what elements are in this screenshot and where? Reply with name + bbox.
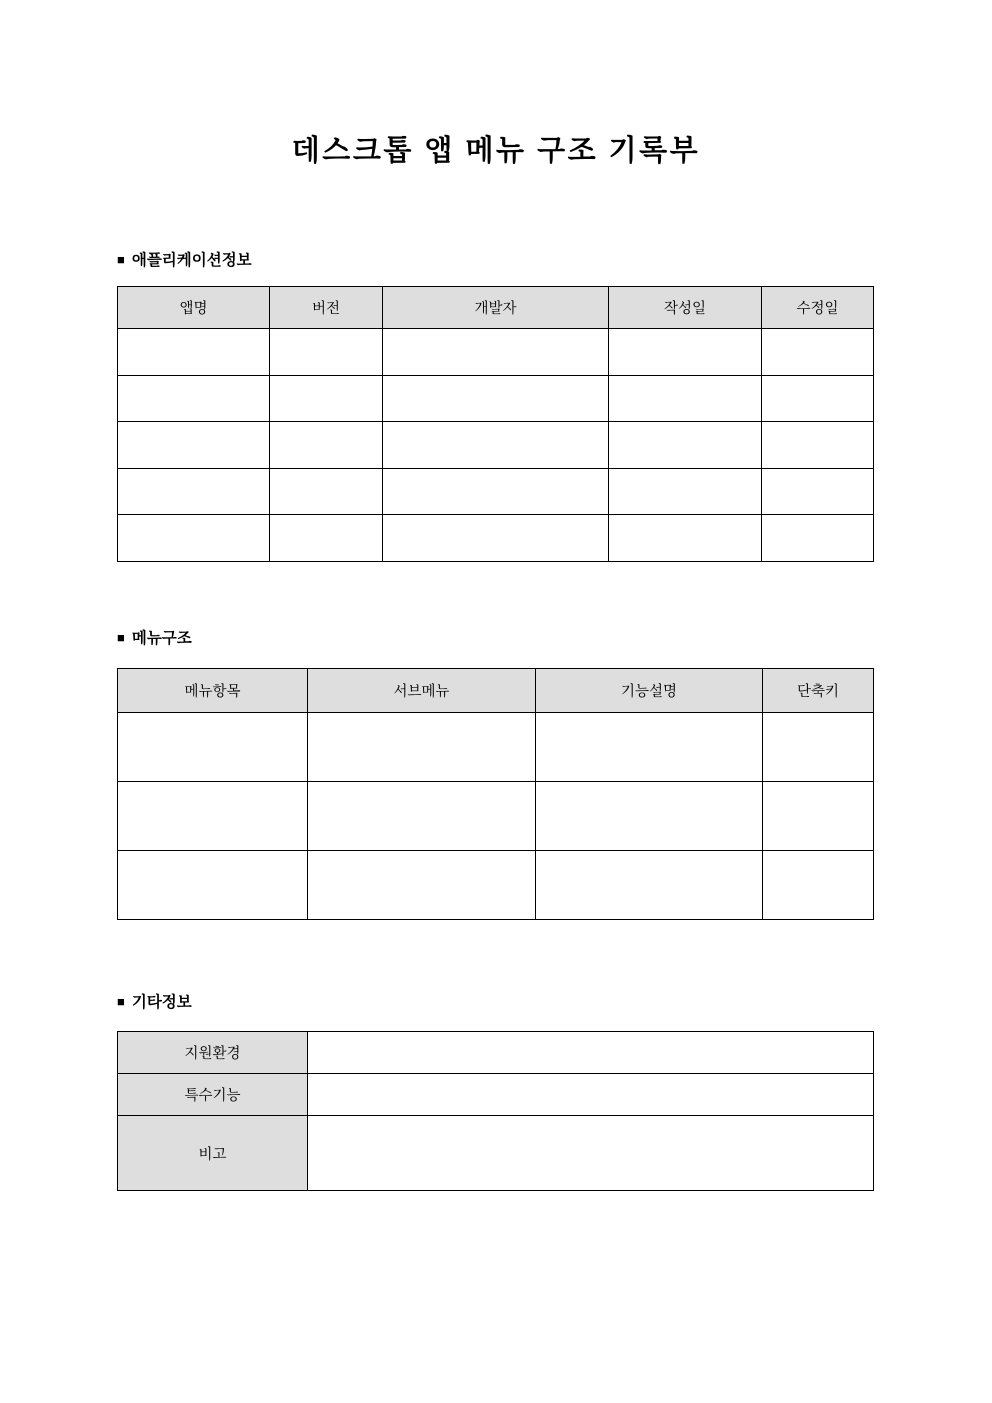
section-label-menu-structure: 메뉴구조: [131, 630, 192, 647]
cell-created-date[interactable]: [609, 329, 762, 376]
table-row: [118, 1074, 874, 1116]
column-header-developer: 개발자: [383, 287, 609, 329]
etc-info-table: [117, 1031, 874, 1191]
cell-created-date[interactable]: [609, 375, 762, 422]
column-header-shortcut-key: 단축키: [763, 669, 874, 713]
column-header-function-description: 기능설명: [536, 669, 763, 713]
table-header-row: [118, 669, 874, 713]
page-title: 데스크톱 앱 메뉴 구조 기록부: [291, 135, 701, 167]
cell-developer[interactable]: [383, 422, 609, 469]
cell-developer[interactable]: [383, 375, 609, 422]
cell-function-description[interactable]: [536, 851, 763, 920]
cell-special-features[interactable]: [308, 1074, 874, 1116]
cell-developer[interactable]: [383, 468, 609, 515]
cell-app-name[interactable]: [118, 375, 270, 422]
table-row: [118, 851, 874, 920]
table-row: [118, 422, 874, 469]
square-bullet-icon: ■: [117, 994, 125, 1009]
cell-developer[interactable]: [383, 515, 609, 562]
table-row: [118, 375, 874, 422]
cell-modified-date[interactable]: [762, 468, 874, 515]
table-row: [118, 329, 874, 376]
table-row: [118, 468, 874, 515]
cell-shortcut-key[interactable]: [763, 713, 874, 782]
section-heading-app-info: [117, 250, 252, 272]
app-info-table: [117, 286, 874, 562]
cell-version[interactable]: [270, 422, 383, 469]
section-label-app-info: 애플리케이션정보: [131, 252, 252, 269]
table-header-row: [118, 287, 874, 329]
cell-version[interactable]: [270, 515, 383, 562]
row-label-special-features: 특수기능: [118, 1074, 308, 1116]
cell-remarks[interactable]: [308, 1116, 874, 1191]
cell-submenu[interactable]: [308, 782, 536, 851]
column-header-created-date: 작성일: [609, 287, 762, 329]
cell-modified-date[interactable]: [762, 329, 874, 376]
cell-shortcut-key[interactable]: [763, 851, 874, 920]
section-heading-etc-info: [117, 992, 192, 1014]
column-header-modified-date: 수정일: [762, 287, 874, 329]
column-header-version: 버전: [270, 287, 383, 329]
cell-app-name[interactable]: [118, 468, 270, 515]
cell-supported-environment[interactable]: [308, 1032, 874, 1074]
table-row: [118, 1032, 874, 1074]
cell-function-description[interactable]: [536, 782, 763, 851]
cell-modified-date[interactable]: [762, 422, 874, 469]
column-header-submenu: 서브메뉴: [308, 669, 536, 713]
section-heading-menu-structure: [117, 628, 192, 650]
cell-app-name[interactable]: [118, 329, 270, 376]
table-row: [118, 515, 874, 562]
row-label-supported-environment: 지원환경: [118, 1032, 308, 1074]
menu-structure-table: [117, 668, 874, 920]
square-bullet-icon: ■: [117, 252, 125, 267]
cell-app-name[interactable]: [118, 515, 270, 562]
cell-created-date[interactable]: [609, 515, 762, 562]
cell-submenu[interactable]: [308, 713, 536, 782]
cell-modified-date[interactable]: [762, 515, 874, 562]
table-row: [118, 713, 874, 782]
column-header-app-name: 앱명: [118, 287, 270, 329]
cell-menu-item[interactable]: [118, 851, 308, 920]
cell-menu-item[interactable]: [118, 713, 308, 782]
square-bullet-icon: ■: [117, 630, 125, 645]
cell-created-date[interactable]: [609, 468, 762, 515]
cell-app-name[interactable]: [118, 422, 270, 469]
cell-version[interactable]: [270, 329, 383, 376]
column-header-menu-item: 메뉴항목: [118, 669, 308, 713]
table-row: [118, 782, 874, 851]
row-label-remarks: 비고: [118, 1116, 308, 1191]
cell-version[interactable]: [270, 468, 383, 515]
cell-shortcut-key[interactable]: [763, 782, 874, 851]
cell-menu-item[interactable]: [118, 782, 308, 851]
cell-version[interactable]: [270, 375, 383, 422]
cell-function-description[interactable]: [536, 713, 763, 782]
section-label-etc-info: 기타정보: [131, 994, 192, 1011]
cell-submenu[interactable]: [308, 851, 536, 920]
cell-modified-date[interactable]: [762, 375, 874, 422]
cell-developer[interactable]: [383, 329, 609, 376]
table-row: [118, 1116, 874, 1191]
cell-created-date[interactable]: [609, 422, 762, 469]
